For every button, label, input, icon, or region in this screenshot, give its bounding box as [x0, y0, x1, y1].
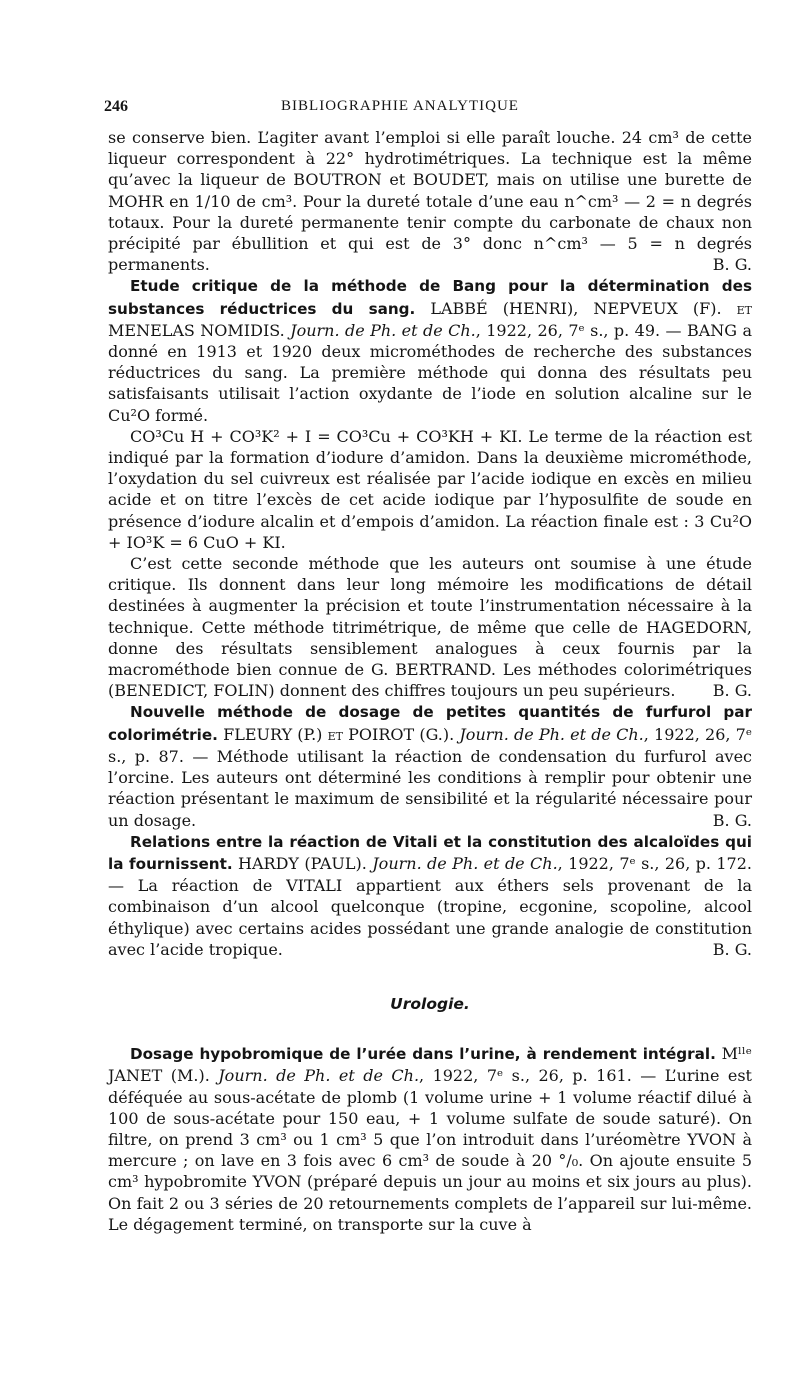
article-text: — Méthode utilisant la réaction de condensation du furfurol avec l’orcine. Les auteurs ont déterminé les conditions à remplir pour obtenir une réaction présentant le maximum de sensibilité et la régularité nécessaire pour un dosage.	[108, 746, 753, 830]
journal-reference: , 1922, 7ᵉ s., 26, p. 161.	[419, 1066, 632, 1086]
journal-name: Journ. de Ph. et de Ch.	[218, 1066, 420, 1086]
article-uree	[108, 1043, 752, 1235]
article-authors: FLEURY (P.) et POIROT (G.).	[223, 724, 455, 744]
signature: B. G.	[712, 939, 752, 959]
article-text: — L’urine est déféquée au sous-acétate de plomb (1 volume urine + 1 volume réactif dilué à 100 de sous-acétate pour 150 eau, + 1 volume sulfate de soude saturé). On filtre, on prend 3 cm³ ou 1 cm³ 5 que l’on introduit dans l’uréomètre YVON à mercure ; on lave en 3 fois avec 6 cm³ de soude à 20 °/₀. On ajoute ensuite 5 cm³ hypobromite YVON (préparé depuis un jour au moins et six jours au plus). On fait 2 ou 3 séries de 20 retournements complets de l’appareil sur lui-même. Le dégagement terminé, on transporte sur la cuve à	[108, 1066, 752, 1234]
article-title: Relations entre la réaction de Vitali et la constitution des alcaloïdes qui la fournissent.	[108, 832, 752, 873]
article-bang-equation	[108, 426, 752, 553]
article-title: Dosage hypobromique de l’urée dans l’urine, à rendement intégral.	[130, 1045, 716, 1064]
journal-reference: , 1922, 26, 7ᵉ s., p. 49.	[475, 320, 661, 340]
paragraph-continuation	[108, 127, 752, 275]
article-bang	[108, 275, 752, 425]
article-bang-conclusion	[108, 553, 752, 701]
article-text: — BANG a donné en 1913 et 1920 deux microméthodes de recherche des substances réductrices du sang. La première méthode qui donna des résultats peu satisfaisants utilisait l’action oxydante de l’iode en solution alcaline sur le Cu²O formé.	[108, 320, 752, 425]
section-title-urologie: Urologie.	[390, 994, 470, 1013]
article-authors: HARDY (PAUL).	[238, 853, 367, 873]
signature: B. G.	[712, 681, 752, 701]
journal-reference: , 1922, 7ᵉ s., 26, p. 172.	[557, 853, 753, 873]
running-title: BIBLIOGRAPHIE ANALYTIQUE	[281, 98, 519, 114]
article-text: CO³Cu H + CO³K² + I = CO³Cu + CO³KH + KI. Le terme de la réaction est indiqué par la formation d’iodure d’amidon. Dans la deuxième microméthode, l’oxydation du sel cuivreux est réalisée par l’acide iodique en excès en milieu acide et on titre l’excès de cet acide iodique par l’hyposulfite de soude en présence d’iodure alcalin et d’empois d’amidon. La réaction finale est : 3 Cu²O + IO³K = 6 CuO + KI.	[108, 426, 752, 552]
article-vitali	[108, 831, 752, 960]
article-title: Etude critique de la méthode de Bang pour la détermination des substances réductrices du sang.	[108, 277, 752, 318]
article-text: — La réaction de VITALI appartient aux éthers sels provenant de la combinaison d’un alcool quelconque (tropine, ecgonine, scopoline, alcool éthylique) avec certains acides possédant une grande analogie de constitution avec l’acide tropique.	[108, 876, 752, 959]
article-furfurol	[108, 701, 752, 830]
article-text: C’est cette seconde méthode que les auteurs ont soumise à une étude critique. Ils donnent dans leur long mémoire les modifications de détail destinées à augmenter la précision et toute l’instrumentation nécessaire à la technique. Cette méthode titrimétrique, de même que celle de HAGEDORN, donne des résultats sensiblement analogues à ceux fournis par la macrométhode bien connue de G. BERTRAND. Les méthodes colorimétriques (BENEDICT, FOLIN) donnent des chiffres toujours un peu supérieurs.	[108, 554, 752, 701]
article-authors: Mˡˡᵉ JANET (M.).	[108, 1044, 752, 1086]
page-number: 246	[104, 98, 128, 115]
page-body	[108, 127, 752, 1235]
article-authors: LABBÉ (HENRI), NEPVEUX (F). et MENELAS NOMIDIS.	[108, 298, 752, 340]
page-header	[0, 98, 800, 128]
journal-reference: , 1922, 26, 7ᵉ s., p. 87.	[108, 724, 753, 766]
article-title: Nouvelle méthode de dosage de petites quantités de furfurol par colorimétrie.	[108, 703, 752, 744]
signature: B. G.	[712, 810, 752, 830]
journal-name: Journ. de Ph. et de Ch.	[372, 853, 558, 873]
journal-name: Journ. de Ph. et de Ch.	[290, 320, 476, 340]
journal-name: Journ. de Ph. et de Ch.	[459, 724, 644, 744]
signature: B. G.	[712, 255, 752, 275]
paragraph-text: se conserve bien. L’agiter avant l’emploi si elle paraît louche. 24 cm³ de cette liqueur correspondent à 22° hydrotimétriques. La technique est la même qu’avec la liqueur de BOUTRON et BOUDET, mais on utilise une burette de MOHR en 1/10 de cm³. Pour la dureté totale d’une eau n^cm³ — 2 = n degrés totaux. Pour la dureté permanente tenir compte du carbonate de chaux non précipité par ébullition et qui est de 3° donc n^cm³ — 5 = n degrés permanents.	[108, 128, 752, 275]
